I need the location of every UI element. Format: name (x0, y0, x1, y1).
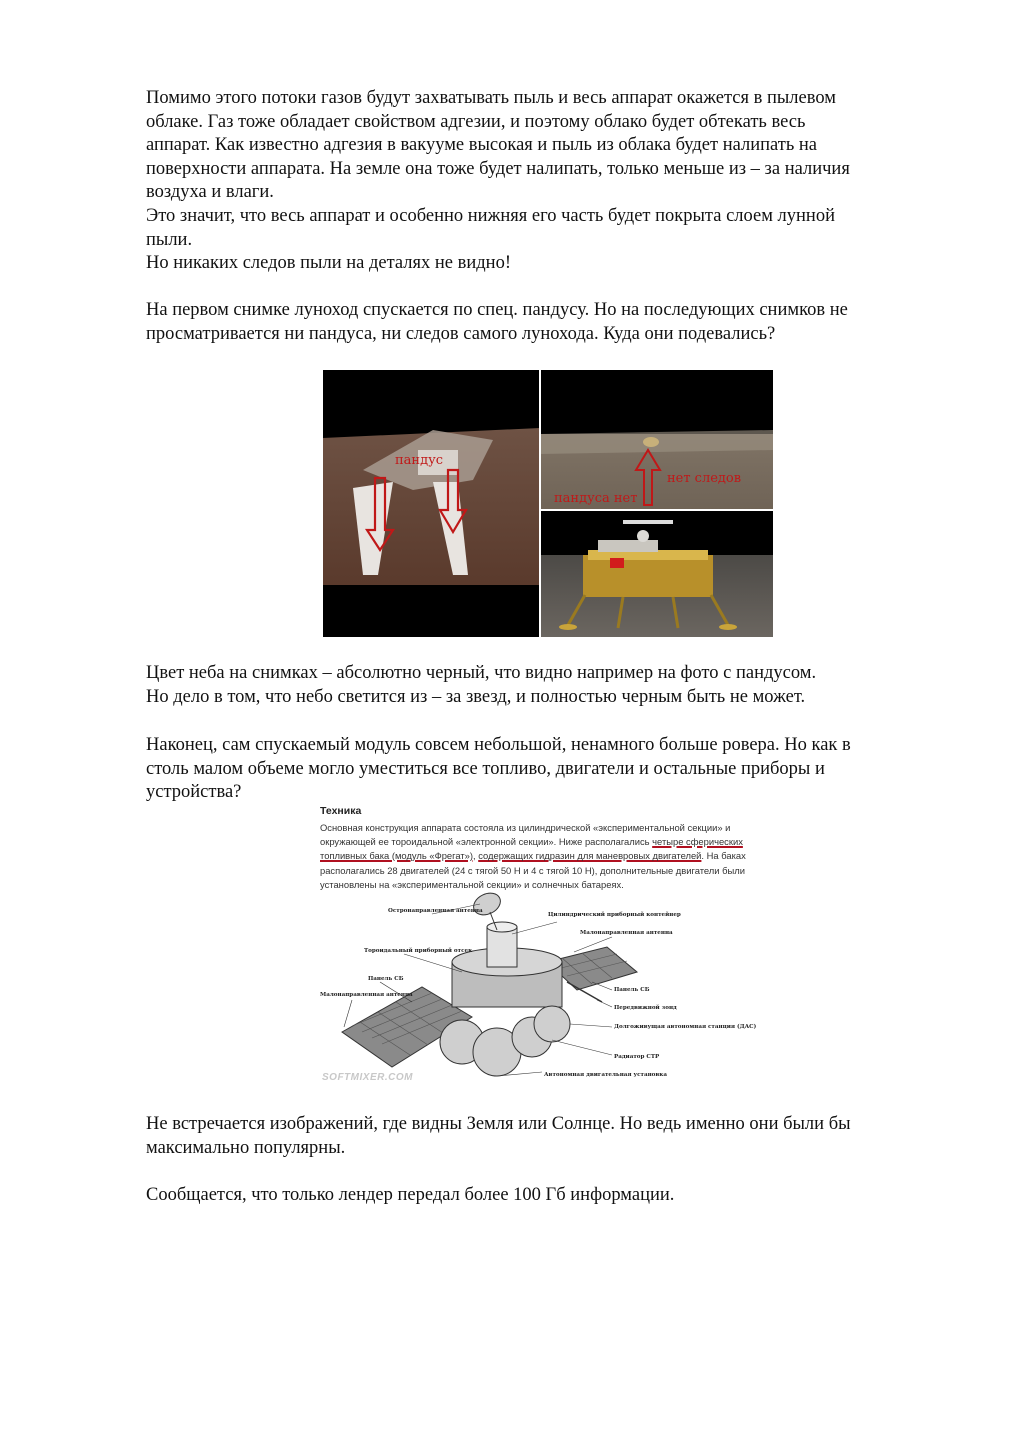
paragraph-dust-cloud (146, 87, 946, 276)
text-line: Но дело в том, что небо светится из – за звезд, и полностью черным быть не может. (146, 686, 806, 707)
paragraph-data-volume (146, 1184, 946, 1208)
text-line: Наконец, сам спускаемый модуль совсем небольшой, ненамного больше ровера. Но как в (146, 735, 851, 755)
tech-text-underlined: четыре сферических топливных бака (модуль «Фрегат») (320, 836, 743, 862)
label-ramp: пандус (395, 453, 444, 468)
text-line: На первом снимке луноход спускается по спец. пандусу. Но на последующих снимков не (146, 300, 848, 320)
distant-rover (643, 437, 659, 447)
text-line: просматривается ни пандуса, ни следов самого лунохода. Куда они подевались? (146, 323, 776, 344)
callout-das: Долгоживущая автономная станция (ДАС) (614, 1024, 757, 1030)
paragraph-earth-sun (146, 1113, 946, 1160)
paragraph-ramp (146, 299, 946, 346)
callout-panel-left: Панель СБ (368, 976, 404, 982)
tech-text-underlined: содержащих гидразин для маневровых двигателей (478, 850, 702, 862)
paragraph-module-size (146, 734, 946, 805)
tech-text: Основная конструкция аппарата состояла из цилиндрической «экспериментальной секции» и окружающей ее тороидальной «электронной секции». Ниже располагались (320, 822, 731, 848)
text-line: поверхности аппарата. На земле она тоже будет налипать, только меньше из – за наличия (146, 158, 850, 179)
watermark: SOFTMIXER.COM (322, 1072, 413, 1083)
callout-panel-right: Панель СБ (614, 987, 650, 993)
text-line: пыли. (146, 229, 193, 250)
photo-svg (323, 370, 773, 637)
text-line: воздуха и влаги. (146, 182, 274, 203)
text-line: Но никаких следов пыли на деталях не видно! (146, 253, 511, 274)
tech-description (320, 821, 772, 892)
text-line: устройства? (146, 782, 242, 803)
label-no-ramp: пандуса нет (554, 491, 638, 506)
text-line: Не встречается изображений, где видны Земля или Солнце. Но ведь именно они были бы (146, 1114, 851, 1134)
callout-torus: Тороидальный приборный отсек (364, 948, 473, 954)
callout-engine: Автономная двигательная установка (544, 1072, 667, 1078)
tech-text: , (472, 850, 479, 862)
text-line: облаке. Газ тоже обладает свойством адгезии, и поэтому облако будет обтекать весь (146, 111, 806, 132)
paragraph-sky (146, 662, 946, 709)
tech-title: Техника (320, 805, 362, 817)
technical-figure (312, 800, 777, 1090)
callout-radiator: Радиатор СТР (614, 1054, 660, 1060)
text-line: максимально популярны. (146, 1137, 346, 1158)
callout-antenna-low-1: Малонаправленная антенна (580, 930, 673, 936)
callout-antenna-low-2: Малонаправленная антенна (320, 992, 413, 998)
text-line: Цвет неба на снимках – абсолютно черный, что видно например на фото с пандусом. (146, 663, 817, 683)
label-no-tracks: нет следов (667, 471, 742, 486)
text-line: столь малом объеме могло уместиться все топливо, двигатели и остальные приборы и (146, 758, 825, 779)
callout-cylinder: Цилиндрический приборный контейнер (548, 912, 681, 918)
lunar-photo-collage (323, 370, 773, 637)
spacecraft-diagram (312, 892, 777, 1090)
callout-front-probe: Передвижной зонд (614, 1005, 677, 1011)
text-line: Помимо этого потоки газов будут захватывать пыль и весь аппарат окажется в пылевом (146, 88, 836, 108)
callout-antenna-narrow: Остронаправленная антенна (388, 908, 483, 914)
text-line: Это значит, что весь аппарат и особенно нижняя его часть будет покрыта слоем лунной (146, 205, 835, 226)
text-line: Сообщается, что только лендер передал более 100 Гб информации. (146, 1185, 675, 1205)
text-line: аппарат. Как известно адгезия в вакууме высокая и пыль из облака будет налипать на (146, 135, 818, 156)
tech-text: . На баках располагались 28 двигателей (24 с тягой 50 Н и 4 с тягой 10 Н), дополнительные двигатели были установлены на «экспериментальной секции» и солнечных батареях. (320, 850, 746, 890)
